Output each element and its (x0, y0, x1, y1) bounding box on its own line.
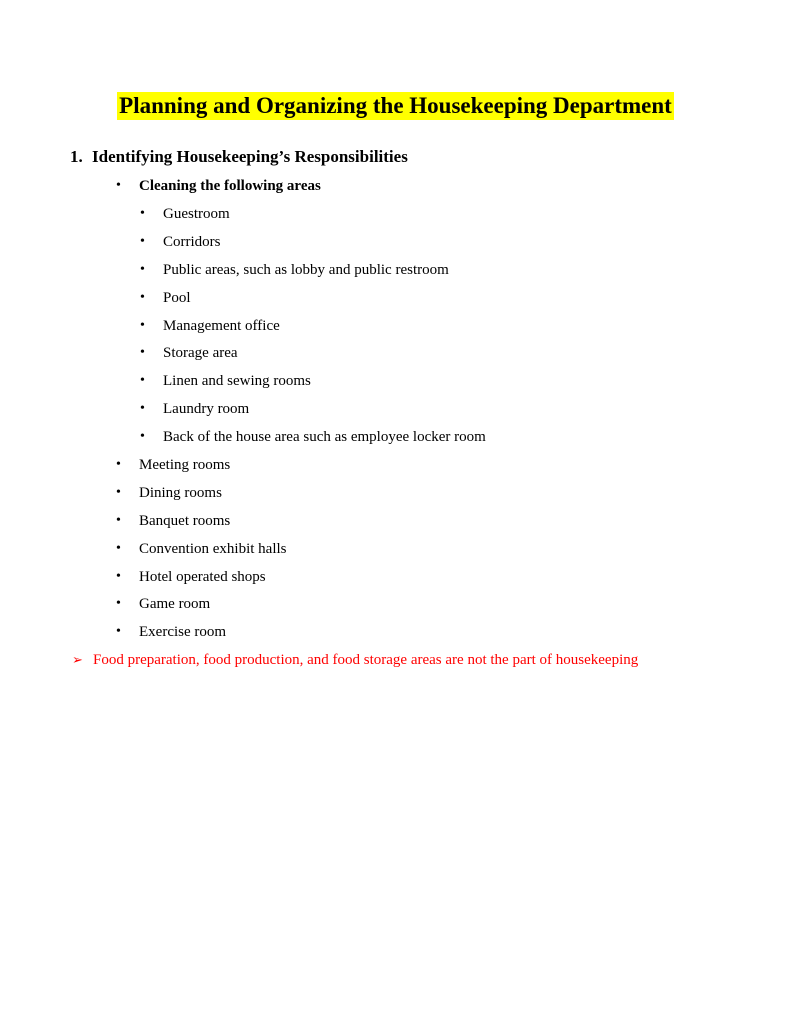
list-item (116, 455, 287, 483)
bullet-icon: • (116, 540, 121, 556)
list-item-label: Pool (163, 289, 191, 306)
list-item-label: Exercise room (139, 624, 227, 641)
bullet-icon: • (116, 596, 121, 612)
title-wrapper (0, 92, 791, 120)
list-item (140, 204, 486, 232)
list-item (116, 511, 287, 539)
list-item-label: Hotel operated shops (139, 568, 266, 585)
list-item-label: Dining rooms (139, 484, 222, 501)
other-areas-list (116, 455, 287, 650)
list-item (140, 427, 486, 455)
list-item (140, 260, 486, 288)
list-item (140, 399, 486, 427)
section-heading-text: Identifying Housekeeping’s Responsibilities (92, 147, 408, 166)
bullet-icon: • (140, 289, 145, 305)
list-item-label: Storage area (163, 345, 238, 362)
document-title: Planning and Organizing the Housekeeping Department (119, 93, 672, 118)
bullet-icon: • (140, 261, 145, 277)
section-heading (70, 145, 408, 169)
list-item (116, 539, 287, 567)
note-text: Food preparation, food production, and food storage areas are not the part of housekeeping (93, 652, 639, 668)
bullet-icon: • (140, 429, 145, 445)
list-item (116, 594, 287, 622)
list-item (140, 288, 486, 316)
list-item-label: Management office (163, 317, 280, 334)
list-item (116, 483, 287, 511)
bullet-icon: • (140, 233, 145, 249)
list-item (116, 176, 321, 204)
list-item-label: Back of the house area such as employee locker room (163, 429, 486, 446)
list-item-label: Game room (139, 596, 211, 613)
bullet-icon: • (140, 373, 145, 389)
list-item-label: Laundry room (163, 401, 250, 418)
bullet-icon: • (116, 568, 121, 584)
responsibilities-list-head (116, 176, 321, 204)
list-item-label: Cleaning the following areas (139, 178, 321, 194)
cleaning-areas-list (140, 204, 486, 455)
bullet-icon: • (116, 512, 121, 528)
list-item (140, 232, 486, 260)
list-item-label: Banquet rooms (139, 512, 231, 529)
list-item-label: Linen and sewing rooms (163, 373, 311, 390)
bullet-icon: • (140, 206, 145, 221)
list-item-label: Corridors (163, 233, 221, 250)
bullet-icon: • (116, 484, 121, 500)
list-item (140, 316, 486, 344)
list-item-label: Guestroom (163, 206, 230, 222)
bullet-icon: • (140, 401, 145, 417)
bullet-icon: • (116, 457, 121, 472)
list-item (140, 343, 486, 371)
list-item (116, 567, 287, 595)
section-number: 1. (70, 147, 83, 166)
bullet-icon: • (140, 317, 145, 333)
bullet-icon: • (116, 624, 121, 640)
list-item (140, 371, 486, 399)
bullet-icon: • (116, 178, 121, 193)
red-note (72, 650, 638, 670)
arrow-bullet-icon: ➢ (72, 652, 83, 667)
list-item (116, 622, 287, 650)
bullet-icon: • (140, 345, 145, 361)
list-item-label: Meeting rooms (139, 457, 231, 473)
list-item-label: Convention exhibit halls (139, 540, 287, 557)
list-item-label: Public areas, such as lobby and public restroom (163, 261, 449, 278)
